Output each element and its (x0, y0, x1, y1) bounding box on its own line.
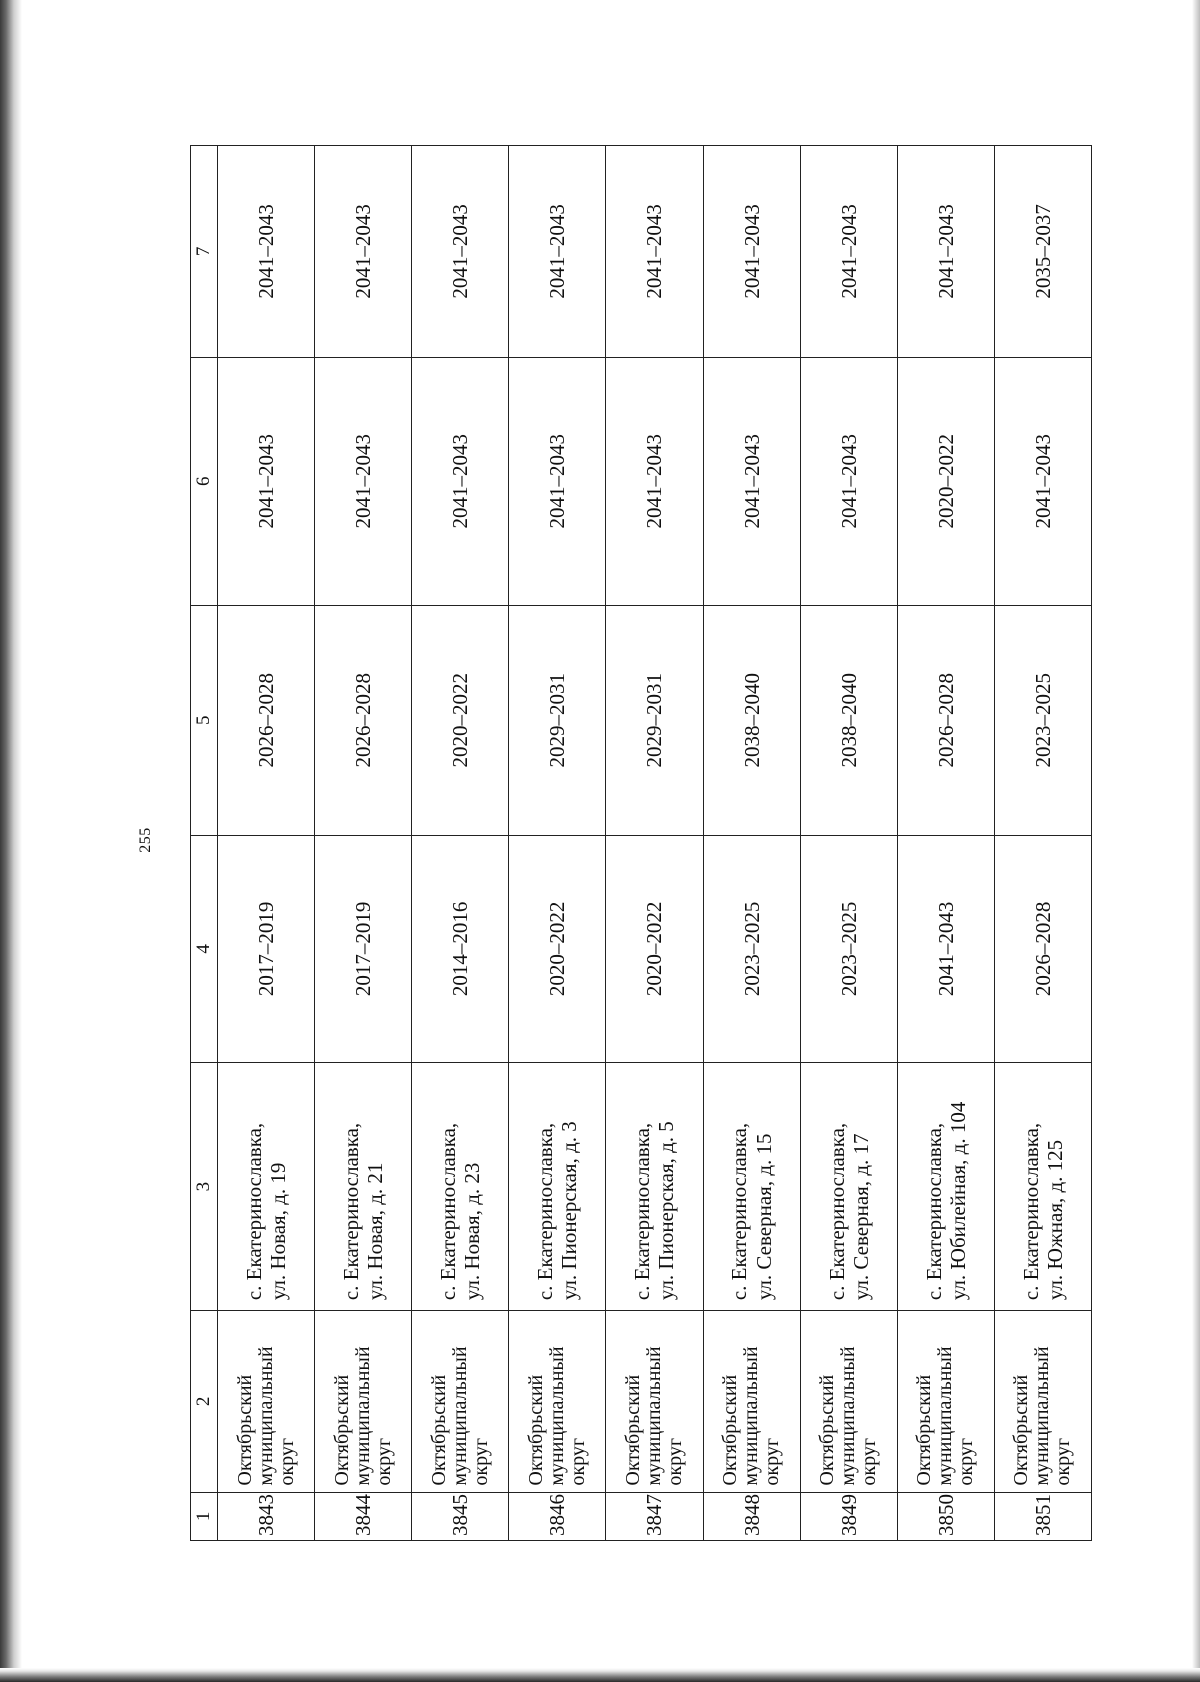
period-cell-4: 2041–2043 (897, 835, 994, 1062)
address-line-2: ул. Северная, д. 15 (751, 1133, 776, 1301)
period-cell-7: 2035–2037 (994, 146, 1091, 358)
column-header-2: 2 (191, 1311, 218, 1492)
period-cell-7: 2041–2043 (703, 146, 800, 358)
row-number: 3847 (606, 1492, 703, 1540)
period-cell-6: 2020–2022 (897, 357, 994, 605)
address-line-2: ул. Новая, д. 23 (460, 1162, 485, 1301)
period-cell-5: 2038–2040 (800, 605, 897, 835)
address-line-2: ул. Новая, д. 21 (363, 1162, 388, 1301)
period-cell-4: 2026–2028 (994, 835, 1091, 1062)
table-header-row (191, 146, 218, 1541)
address-line-1: с. Екатеринославка, (1018, 1122, 1043, 1301)
address-line-2: ул. Южная, д. 125 (1042, 1139, 1067, 1301)
address-line-2: ул. Новая, д. 19 (266, 1162, 291, 1301)
row-number: 3845 (412, 1492, 509, 1540)
address-cell (315, 1063, 412, 1311)
address-line-1: с. Екатеринославка, (727, 1122, 752, 1301)
column-header-7: 7 (191, 146, 218, 358)
table-row (218, 146, 315, 1541)
period-cell-6: 2041–2043 (412, 357, 509, 605)
district-cell: Октябрьский муниципальный округ (897, 1311, 994, 1492)
district-cell: Октябрьский муниципальный округ (994, 1311, 1091, 1492)
column-header-1: 1 (191, 1492, 218, 1540)
address-line-2: ул. Юбилейная, д. 104 (945, 1101, 970, 1301)
period-cell-6: 2041–2043 (606, 357, 703, 605)
period-cell-6: 2041–2043 (800, 357, 897, 605)
row-number: 3851 (994, 1492, 1091, 1540)
period-cell-4: 2020–2022 (509, 835, 606, 1062)
period-cell-6: 2041–2043 (703, 357, 800, 605)
period-cell-7: 2041–2043 (218, 146, 315, 358)
address-line-1: с. Екатеринославка, (241, 1122, 266, 1301)
period-cell-6: 2041–2043 (315, 357, 412, 605)
housing-schedule-table (190, 145, 1092, 1541)
period-cell-5: 2026–2028 (315, 605, 412, 835)
period-cell-4: 2017–2019 (315, 835, 412, 1062)
period-cell-5: 2026–2028 (218, 605, 315, 835)
period-cell-7: 2041–2043 (509, 146, 606, 358)
address-cell (897, 1063, 994, 1311)
period-cell-5: 2029–2031 (509, 605, 606, 835)
row-number: 3843 (218, 1492, 315, 1540)
period-cell-7: 2041–2043 (897, 146, 994, 358)
period-cell-4: 2023–2025 (800, 835, 897, 1062)
period-cell-7: 2041–2043 (315, 146, 412, 358)
district-cell: Октябрьский муниципальный округ (800, 1311, 897, 1492)
table-row (412, 146, 509, 1541)
address-cell (703, 1063, 800, 1311)
period-cell-5: 2020–2022 (412, 605, 509, 835)
address-line-1: с. Екатеринославка, (436, 1122, 461, 1301)
column-header-6: 6 (191, 357, 218, 605)
period-cell-4: 2017–2019 (218, 835, 315, 1062)
period-cell-5: 2026–2028 (897, 605, 994, 835)
district-cell: Октябрьский муниципальный округ (412, 1311, 509, 1492)
period-cell-7: 2041–2043 (800, 146, 897, 358)
address-line-1: с. Екатеринославка, (630, 1122, 655, 1301)
row-number: 3849 (800, 1492, 897, 1540)
rotated-table-frame (190, 145, 1092, 1541)
table-row (897, 146, 994, 1541)
column-header-5: 5 (191, 605, 218, 835)
column-header-4: 4 (191, 835, 218, 1062)
address-cell (606, 1063, 703, 1311)
period-cell-4: 2023–2025 (703, 835, 800, 1062)
address-cell (994, 1063, 1091, 1311)
address-line-1: с. Екатеринославка, (824, 1122, 849, 1301)
district-cell: Октябрьский муниципальный округ (703, 1311, 800, 1492)
row-number: 3850 (897, 1492, 994, 1540)
district-cell: Октябрьский муниципальный округ (315, 1311, 412, 1492)
district-cell: Октябрьский муниципальный округ (606, 1311, 703, 1492)
period-cell-4: 2014–2016 (412, 835, 509, 1062)
table-row (315, 146, 412, 1541)
district-cell: Октябрьский муниципальный округ (509, 1311, 606, 1492)
period-cell-5: 2029–2031 (606, 605, 703, 835)
table-row (509, 146, 606, 1541)
address-line-2: ул. Северная, д. 17 (848, 1133, 873, 1301)
period-cell-5: 2038–2040 (703, 605, 800, 835)
period-cell-7: 2041–2043 (412, 146, 509, 358)
table-row (800, 146, 897, 1541)
address-cell (218, 1063, 315, 1311)
district-cell: Октябрьский муниципальный округ (218, 1311, 315, 1492)
table-row (606, 146, 703, 1541)
period-cell-6: 2041–2043 (218, 357, 315, 605)
address-line-1: с. Екатеринославка, (339, 1122, 364, 1301)
table-row (703, 146, 800, 1541)
row-number: 3848 (703, 1492, 800, 1540)
row-number: 3844 (315, 1492, 412, 1540)
scan-edge-bottom (0, 1668, 1200, 1682)
period-cell-6: 2041–2043 (994, 357, 1091, 605)
column-header-3: 3 (191, 1063, 218, 1311)
address-line-2: ул. Пионерская, д. 3 (557, 1121, 582, 1301)
period-cell-5: 2023–2025 (994, 605, 1091, 835)
address-cell (800, 1063, 897, 1311)
page-number: 255 (137, 827, 154, 853)
row-number: 3846 (509, 1492, 606, 1540)
address-line-1: с. Екатеринославка, (921, 1122, 946, 1301)
address-line-1: с. Екатеринославка, (533, 1122, 558, 1301)
scan-edge-right (1192, 0, 1200, 1682)
period-cell-6: 2041–2043 (509, 357, 606, 605)
address-line-2: ул. Пионерская, д. 5 (654, 1121, 679, 1301)
address-cell (412, 1063, 509, 1311)
address-cell (509, 1063, 606, 1311)
table-row (994, 146, 1091, 1541)
period-cell-4: 2020–2022 (606, 835, 703, 1062)
scan-edge-left (0, 0, 22, 1682)
period-cell-7: 2041–2043 (606, 146, 703, 358)
